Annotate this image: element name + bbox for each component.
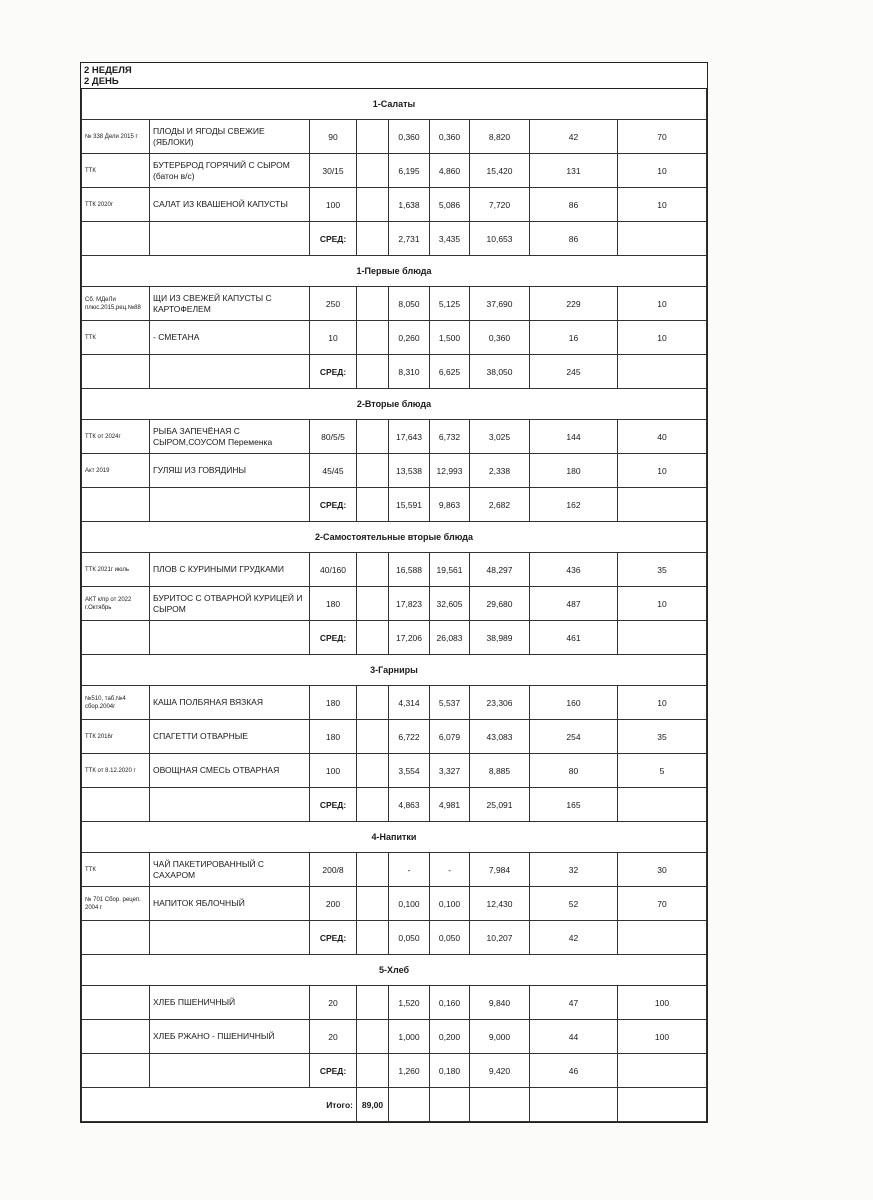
price <box>357 621 389 655</box>
vitamin-c <box>618 621 707 655</box>
vitamin-c: 10 <box>618 321 707 355</box>
price <box>357 355 389 389</box>
portion-weight: 30/15 <box>310 154 357 188</box>
protein: 6,722 <box>389 720 430 754</box>
section-header-row <box>82 256 707 287</box>
vitamin-c <box>618 488 707 522</box>
vitamin-c: 35 <box>618 553 707 587</box>
average-row <box>82 921 707 955</box>
carbs: 37,690 <box>470 287 530 321</box>
fat: 12,993 <box>430 454 470 488</box>
carbs: 8,820 <box>470 120 530 154</box>
avg-fat: 3,435 <box>430 222 470 256</box>
avg-carbs: 38,050 <box>470 355 530 389</box>
fat: 4,860 <box>430 154 470 188</box>
vitamin-c <box>618 222 707 256</box>
average-row <box>82 355 707 389</box>
price <box>357 853 389 887</box>
vitamin-c: 35 <box>618 720 707 754</box>
recipe-code: ТТК от 8.12.2020 г <box>82 754 150 788</box>
dish-name <box>150 1054 310 1088</box>
day-label: 2 ДЕНЬ <box>84 76 119 87</box>
recipe-code: ТТК <box>82 321 150 355</box>
vitamin-c: 10 <box>618 154 707 188</box>
recipe-code <box>82 621 150 655</box>
sheet-header <box>81 63 707 89</box>
table-row <box>82 887 707 921</box>
week-label: 2 НЕДЕЛЯ <box>84 65 132 76</box>
avg-fat: 26,083 <box>430 621 470 655</box>
portion-weight: 90 <box>310 120 357 154</box>
calories: 436 <box>530 553 618 587</box>
avg-carbs: 2,682 <box>470 488 530 522</box>
table-row <box>82 1020 707 1054</box>
recipe-code: АКТ к/пр от 2022 г.Октябрь <box>82 587 150 621</box>
average-label: СРЕД: <box>310 355 357 389</box>
avg-calories: 46 <box>530 1054 618 1088</box>
dish-name <box>150 621 310 655</box>
dish-name <box>150 222 310 256</box>
protein: 1,638 <box>389 188 430 222</box>
carbs: 9,840 <box>470 986 530 1020</box>
section-title: 2-Вторые блюда <box>82 389 707 420</box>
calories: 254 <box>530 720 618 754</box>
recipe-code <box>82 1054 150 1088</box>
calories: 16 <box>530 321 618 355</box>
dish-name: БУТЕРБРОД ГОРЯЧИЙ С СЫРОМ (батон в/с) <box>150 154 310 188</box>
dish-name: ОВОЩНАЯ СМЕСЬ ОТВАРНАЯ <box>150 754 310 788</box>
avg-protein: 8,310 <box>389 355 430 389</box>
portion-weight: 180 <box>310 720 357 754</box>
price <box>357 488 389 522</box>
vitamin-c: 10 <box>618 587 707 621</box>
table-row <box>82 553 707 587</box>
portion-weight: 250 <box>310 287 357 321</box>
recipe-code: ТТК от 2024г <box>82 420 150 454</box>
avg-protein: 17,206 <box>389 621 430 655</box>
fat: 0,160 <box>430 986 470 1020</box>
table-row <box>82 754 707 788</box>
recipe-code: Акт 2019 <box>82 454 150 488</box>
calories: 42 <box>530 120 618 154</box>
avg-fat: 0,180 <box>430 1054 470 1088</box>
protein: 0,100 <box>389 887 430 921</box>
price <box>357 222 389 256</box>
recipe-code: № 338 Дели 2015 г <box>82 120 150 154</box>
calories: 131 <box>530 154 618 188</box>
price <box>357 754 389 788</box>
fat: 5,537 <box>430 686 470 720</box>
recipe-code: ТТК 2016г <box>82 720 150 754</box>
protein: 3,554 <box>389 754 430 788</box>
table-row <box>82 454 707 488</box>
avg-protein: 1,260 <box>389 1054 430 1088</box>
carbs: 8,885 <box>470 754 530 788</box>
portion-weight: 180 <box>310 686 357 720</box>
table-row <box>82 287 707 321</box>
avg-carbs: 25,091 <box>470 788 530 822</box>
fat: 0,200 <box>430 1020 470 1054</box>
dish-name <box>150 488 310 522</box>
vitamin-c <box>618 355 707 389</box>
portion-weight: 100 <box>310 188 357 222</box>
average-row <box>82 621 707 655</box>
average-row <box>82 788 707 822</box>
price <box>357 188 389 222</box>
price <box>357 420 389 454</box>
avg-fat: 9,863 <box>430 488 470 522</box>
price <box>357 986 389 1020</box>
price <box>357 120 389 154</box>
carbs: 48,297 <box>470 553 530 587</box>
average-label: СРЕД: <box>310 222 357 256</box>
vitamin-c: 70 <box>618 887 707 921</box>
section-title: 5-Хлеб <box>82 955 707 986</box>
dish-name: САЛАТ ИЗ КВАШЕНОЙ КАПУСТЫ <box>150 188 310 222</box>
dish-name: - СМЕТАНА <box>150 321 310 355</box>
avg-carbs: 10,207 <box>470 921 530 955</box>
carbs: 15,420 <box>470 154 530 188</box>
calories: 47 <box>530 986 618 1020</box>
section-title: 1-Салаты <box>82 89 707 120</box>
dish-name: НАПИТОК ЯБЛОЧНЫЙ <box>150 887 310 921</box>
recipe-code: ТТК <box>82 154 150 188</box>
dish-name: РЫБА ЗАПЕЧЁНАЯ С СЫРОМ,СОУСОМ Переменка <box>150 420 310 454</box>
protein: 0,360 <box>389 120 430 154</box>
price <box>357 720 389 754</box>
recipe-code: № 701 Сбор. рецеп. 2004 г <box>82 887 150 921</box>
section-title: 2-Самостоятельные вторые блюда <box>82 522 707 553</box>
vitamin-c <box>618 788 707 822</box>
vitamin-c: 100 <box>618 986 707 1020</box>
protein: 16,588 <box>389 553 430 587</box>
avg-calories: 42 <box>530 921 618 955</box>
price <box>357 553 389 587</box>
table-row <box>82 686 707 720</box>
portion-weight: 100 <box>310 754 357 788</box>
section-title: 4-Напитки <box>82 822 707 853</box>
avg-carbs: 9,420 <box>470 1054 530 1088</box>
average-label: СРЕД: <box>310 488 357 522</box>
avg-calories: 461 <box>530 621 618 655</box>
price <box>357 887 389 921</box>
recipe-code: Сб. МДеЛи плюс.2015,рец.№88 <box>82 287 150 321</box>
price <box>357 154 389 188</box>
carbs: 29,680 <box>470 587 530 621</box>
portion-weight: 80/5/5 <box>310 420 357 454</box>
average-label: СРЕД: <box>310 621 357 655</box>
table-row <box>82 154 707 188</box>
vitamin-c: 100 <box>618 1020 707 1054</box>
protein: 8,050 <box>389 287 430 321</box>
dish-name: ПЛОВ С КУРИНЫМИ ГРУДКАМИ <box>150 553 310 587</box>
table-row <box>82 853 707 887</box>
portion-weight: 45/45 <box>310 454 357 488</box>
section-header-row <box>82 522 707 553</box>
table-row <box>82 986 707 1020</box>
vitamin-c: 70 <box>618 120 707 154</box>
calories: 487 <box>530 587 618 621</box>
price <box>357 1020 389 1054</box>
dish-name: КАША ПОЛБЯНАЯ ВЯЗКАЯ <box>150 686 310 720</box>
dish-name <box>150 788 310 822</box>
carbs: 12,430 <box>470 887 530 921</box>
carbs: 9,000 <box>470 1020 530 1054</box>
protein: - <box>389 853 430 887</box>
dish-name <box>150 921 310 955</box>
empty-cell <box>618 1088 707 1122</box>
recipe-code: ТТК 2020г <box>82 188 150 222</box>
fat: 0,360 <box>430 120 470 154</box>
table-row <box>82 120 707 154</box>
fat: 5,125 <box>430 287 470 321</box>
dish-name: ХЛЕБ ПШЕНИЧНЫЙ <box>150 986 310 1020</box>
carbs: 2,338 <box>470 454 530 488</box>
vitamin-c: 10 <box>618 454 707 488</box>
vitamin-c <box>618 1054 707 1088</box>
portion-weight: 20 <box>310 1020 357 1054</box>
protein: 17,823 <box>389 587 430 621</box>
recipe-code: ТТК <box>82 853 150 887</box>
section-header-row <box>82 89 707 120</box>
recipe-code <box>82 788 150 822</box>
dish-name <box>150 355 310 389</box>
table-row <box>82 321 707 355</box>
portion-weight: 200 <box>310 887 357 921</box>
table-row <box>82 720 707 754</box>
price <box>357 587 389 621</box>
dish-name: СПАГЕТТИ ОТВАРНЫЕ <box>150 720 310 754</box>
table-row <box>82 587 707 621</box>
recipe-code <box>82 986 150 1020</box>
portion-weight: 200/8 <box>310 853 357 887</box>
avg-fat: 6,625 <box>430 355 470 389</box>
vitamin-c: 30 <box>618 853 707 887</box>
total-value: 89,00 <box>357 1088 389 1122</box>
recipe-code: ТТК 2021г июль <box>82 553 150 587</box>
price <box>357 454 389 488</box>
calories: 52 <box>530 887 618 921</box>
portion-weight: 180 <box>310 587 357 621</box>
average-label: СРЕД: <box>310 921 357 955</box>
dish-name: БУРИТОС С ОТВАРНОЙ КУРИЦЕЙ И СЫРОМ <box>150 587 310 621</box>
avg-protein: 4,863 <box>389 788 430 822</box>
carbs: 3,025 <box>470 420 530 454</box>
average-row <box>82 1054 707 1088</box>
carbs: 7,720 <box>470 188 530 222</box>
empty-cell <box>430 1088 470 1122</box>
carbs: 43,083 <box>470 720 530 754</box>
price <box>357 686 389 720</box>
protein: 1,000 <box>389 1020 430 1054</box>
avg-carbs: 10,653 <box>470 222 530 256</box>
price <box>357 921 389 955</box>
dish-name: ХЛЕБ РЖАНО - ПШЕНИЧНЫЙ <box>150 1020 310 1054</box>
fat: 6,732 <box>430 420 470 454</box>
dish-name: ГУЛЯШ ИЗ ГОВЯДИНЫ <box>150 454 310 488</box>
vitamin-c: 5 <box>618 754 707 788</box>
fat: 19,561 <box>430 553 470 587</box>
fat: 1,500 <box>430 321 470 355</box>
recipe-code: №510, таб.№4 сбор.2004г <box>82 686 150 720</box>
avg-carbs: 38,989 <box>470 621 530 655</box>
recipe-code <box>82 355 150 389</box>
protein: 1,520 <box>389 986 430 1020</box>
section-header-row <box>82 955 707 986</box>
price <box>357 321 389 355</box>
calories: 160 <box>530 686 618 720</box>
average-row <box>82 222 707 256</box>
protein: 4,314 <box>389 686 430 720</box>
recipe-code <box>82 222 150 256</box>
recipe-code <box>82 488 150 522</box>
avg-calories: 245 <box>530 355 618 389</box>
avg-calories: 162 <box>530 488 618 522</box>
vitamin-c: 10 <box>618 287 707 321</box>
average-row <box>82 488 707 522</box>
calories: 32 <box>530 853 618 887</box>
protein: 13,538 <box>389 454 430 488</box>
empty-cell <box>389 1088 430 1122</box>
calories: 180 <box>530 454 618 488</box>
section-title: 1-Первые блюда <box>82 256 707 287</box>
recipe-code <box>82 921 150 955</box>
total-label: Итого: <box>82 1088 357 1122</box>
menu-table <box>81 89 707 1122</box>
price <box>357 287 389 321</box>
section-title: 3-Гарниры <box>82 655 707 686</box>
dish-name: ЧАЙ ПАКЕТИРОВАННЫЙ С САХАРОМ <box>150 853 310 887</box>
empty-cell <box>530 1088 618 1122</box>
fat: 32,605 <box>430 587 470 621</box>
protein: 17,643 <box>389 420 430 454</box>
total-row <box>82 1088 707 1122</box>
avg-calories: 86 <box>530 222 618 256</box>
avg-protein: 15,591 <box>389 488 430 522</box>
empty-cell <box>470 1088 530 1122</box>
vitamin-c: 40 <box>618 420 707 454</box>
vitamin-c <box>618 921 707 955</box>
price <box>357 1054 389 1088</box>
dish-name: ЩИ ИЗ СВЕЖЕЙ КАПУСТЫ С КАРТОФЕЛЕМ <box>150 287 310 321</box>
avg-fat: 0,050 <box>430 921 470 955</box>
vitamin-c: 10 <box>618 686 707 720</box>
calories: 86 <box>530 188 618 222</box>
carbs: 23,306 <box>470 686 530 720</box>
avg-protein: 0,050 <box>389 921 430 955</box>
recipe-code <box>82 1020 150 1054</box>
fat: 3,327 <box>430 754 470 788</box>
avg-calories: 165 <box>530 788 618 822</box>
protein: 0,260 <box>389 321 430 355</box>
menu-sheet <box>80 62 708 1123</box>
calories: 144 <box>530 420 618 454</box>
carbs: 0,360 <box>470 321 530 355</box>
protein: 6,195 <box>389 154 430 188</box>
price <box>357 788 389 822</box>
fat: - <box>430 853 470 887</box>
fat: 0,100 <box>430 887 470 921</box>
avg-fat: 4,981 <box>430 788 470 822</box>
table-row <box>82 420 707 454</box>
average-label: СРЕД: <box>310 788 357 822</box>
dish-name: ПЛОДЫ И ЯГОДЫ СВЕЖИЕ (ЯБЛОКИ) <box>150 120 310 154</box>
vitamin-c: 10 <box>618 188 707 222</box>
carbs: 7,984 <box>470 853 530 887</box>
portion-weight: 40/160 <box>310 553 357 587</box>
section-header-row <box>82 655 707 686</box>
fat: 5,086 <box>430 188 470 222</box>
section-header-row <box>82 822 707 853</box>
calories: 80 <box>530 754 618 788</box>
calories: 229 <box>530 287 618 321</box>
portion-weight: 20 <box>310 986 357 1020</box>
table-row <box>82 188 707 222</box>
section-header-row <box>82 389 707 420</box>
avg-protein: 2,731 <box>389 222 430 256</box>
fat: 6,079 <box>430 720 470 754</box>
calories: 44 <box>530 1020 618 1054</box>
portion-weight: 10 <box>310 321 357 355</box>
average-label: СРЕД: <box>310 1054 357 1088</box>
